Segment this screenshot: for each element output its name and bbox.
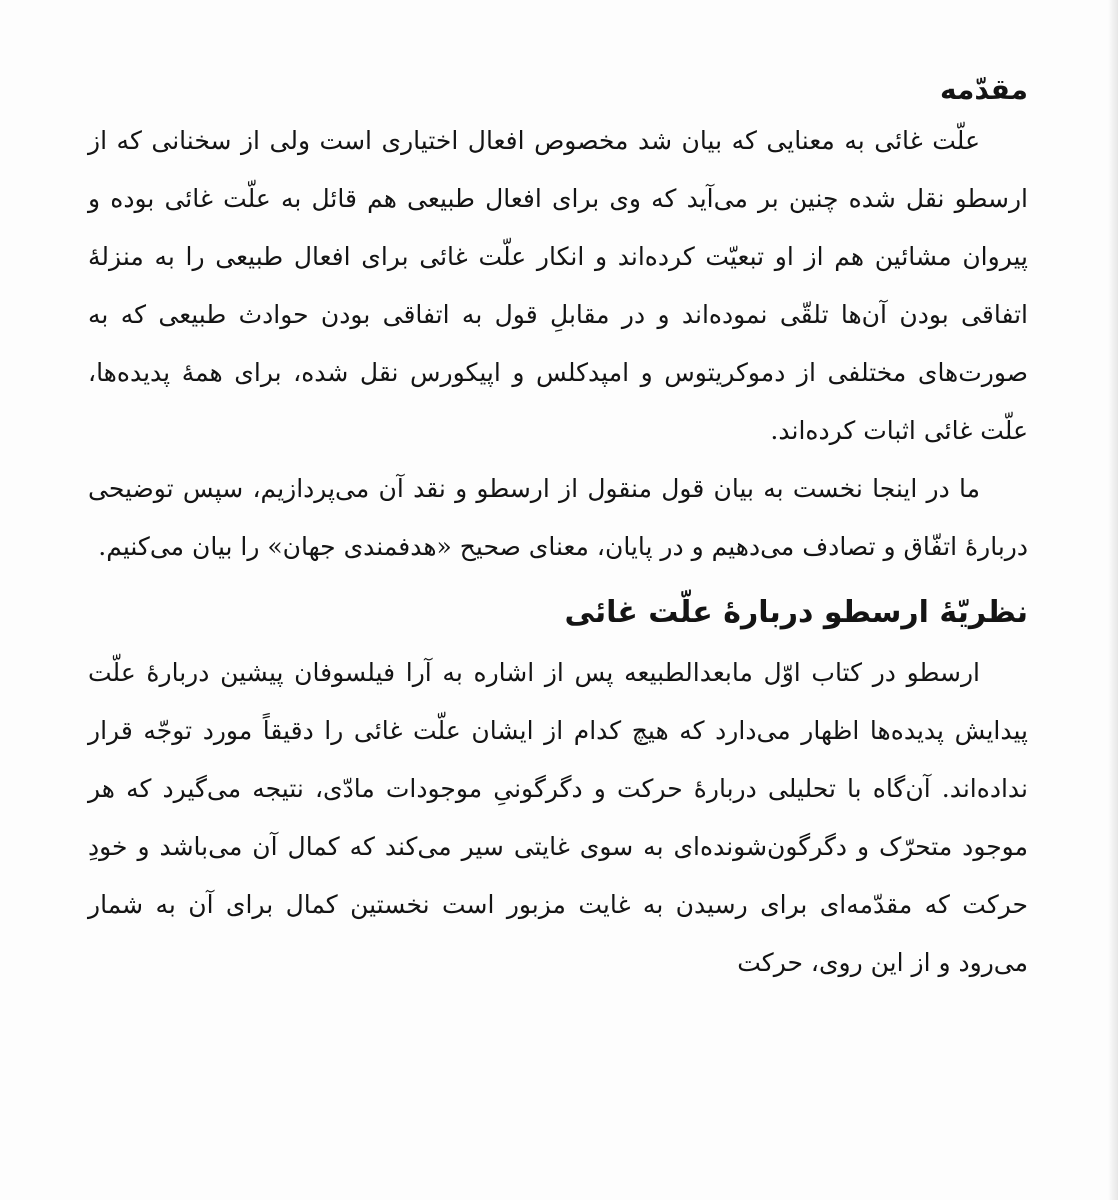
section-paragraph-1: ارسطو در کتاب اوّل مابعدالطبیعه پس از اشاره به آرا فیلسوفان پیشین دربارهٔ علّت پیدایش پدیده‌ها اظهار می‌دارد که هیچ کدام از ایشان علّت غائی را دقیقاً مورد توجّه قرار نداده‌اند. آن‌گاه با تحلیلی دربارهٔ حرکت و دگرگونیِ موجودات مادّی، نتیجه می‌گیرد که هر موجود متحرّک و دگرگون‌شونده‌ای به سوی غایتی سیر می‌کند که کمال آن می‌باشد و خودِ حرکت که مقدّمه‌ای برای رسیدن به غایت مزبور است نخستین کمال برای آن به شمار می‌رود و از این روی، حرکت — [88, 658, 1028, 977]
intro-paragraph-1: علّت غائی به معنایی که بیان شد مخصوص افعال اختیاری است ولی از سخنانی که از ارسطو نقل شده چنین بر می‌آید که وی برای افعال طبیعی هم قائل به علّت غائی بوده و پیروان مشائین هم از او تبعیّت کرده‌اند و انکار علّت غائی برای افعال طبیعی را به منزلهٔ اتفاقی بودن آن‌ها تلقّی نموده‌اند و در مقابلِ قول به اتفاقی بودن حوادث طبیعی که به صورت‌های مختلفی از دموکریتوس و امپدکلس و اپیکورس نقل شده، برای همهٔ پدیده‌ها، علّت غائی اثبات کرده‌اند. — [88, 126, 1028, 445]
intro-heading: مقدّمه — [940, 73, 1028, 106]
section-heading: نظریّهٔ ارسطو دربارهٔ علّت غائی — [564, 595, 1028, 630]
page-content — [88, 68, 1028, 992]
intro-paragraph-2: ما در اینجا نخست به بیان قول منقول از ارسطو و نقد آن می‌پردازیم، سپس توضیحی دربارهٔ اتفّاق و تصادف می‌دهیم و در پایان، معنای صحیح «هدفمندی جهان» را بیان می‌کنیم. — [88, 474, 1028, 561]
page-edge-shadow — [1108, 0, 1118, 1200]
